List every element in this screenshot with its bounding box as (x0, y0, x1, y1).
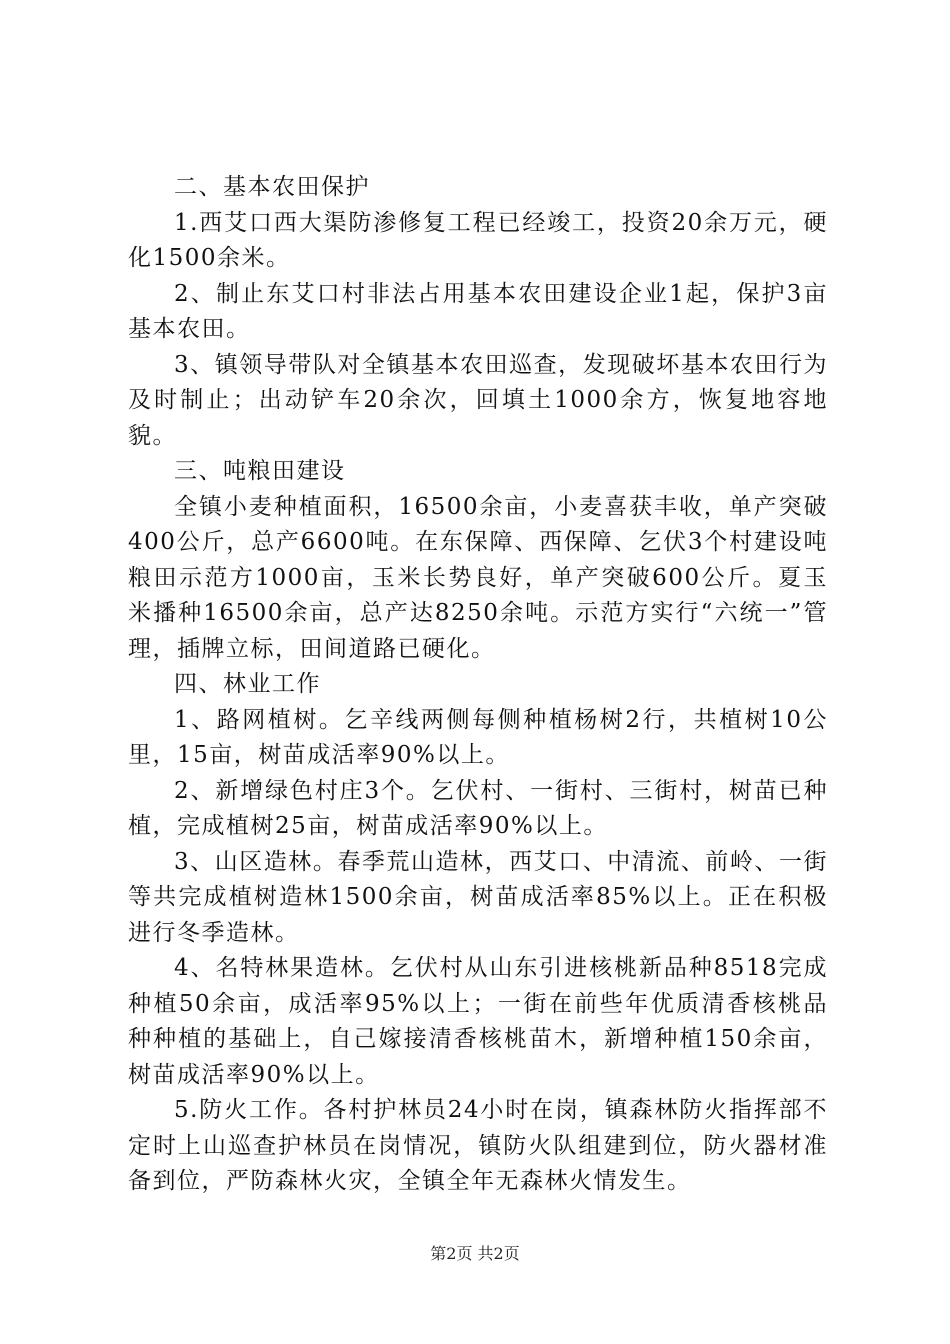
page-footer: 第2页 共2页 (430, 1244, 520, 1263)
paragraph: 4、名特林果造林。乞伏村从山东引进核桃新品种8518完成种植50余亩，成活率95%以上；一街在前些年优质清香核桃品种种植的基础上，自己嫁接清香核桃苗木，新增种植150余亩，树苗成活率90%以上。 (128, 955, 828, 1088)
section-heading-grain-field: 三、吨粮田建设 (174, 458, 346, 484)
document-body (128, 170, 828, 1200)
paragraph: 1、路网植树。乞辛线两侧每侧种植杨树2行，共植树10公里，15亩，树苗成活率90%以上。 (128, 706, 828, 768)
paragraph: 2、新增绿色村庄3个。乞伏村、一街村、三街村，树苗已种植，完成植树25亩，树苗成活率90%以上。 (128, 777, 828, 839)
paragraph: 3、山区造林。春季荒山造林，西艾口、中清流、前岭、一街等共完成植树造林1500余亩，树苗成活率85%以上。正在积极进行冬季造林。 (128, 848, 828, 946)
paragraph: 1.西艾口西大渠防渗修复工程已经竣工，投资20余万元，硬化1500余米。 (128, 209, 828, 271)
paragraph: 全镇小麦种植面积，16500余亩，小麦喜获丰收，单产突破400公斤，总产6600吨。在东保障、西保障、乞伏3个村建设吨粮田示范方1000亩，玉米长势良好，单产突破600公斤。夏玉米播种16500余亩，总产达8250余吨。示范方实行“六统一”管理，插牌立标，田间道路已硬化。 (128, 493, 828, 662)
section-heading-farmland: 二、基本农田保护 (174, 174, 370, 200)
paragraph: 3、镇领导带队对全镇基本农田巡查，发现破坏基本农田行为及时制止；出动铲车20余次，回填土1000余方，恢复地容地貌。 (128, 351, 828, 449)
paragraph: 2、制止东艾口村非法占用基本农田建设企业1起，保护3亩基本农田。 (128, 280, 828, 342)
paragraph: 5.防火工作。各村护林员24小时在岗，镇森林防火指挥部不定时上山巡查护林员在岗情况，镇防火队组建到位，防火器材准备到位，严防森林火灾，全镇全年无森林火情发生。 (128, 1097, 828, 1194)
section-heading-forestry: 四、林业工作 (174, 671, 321, 697)
